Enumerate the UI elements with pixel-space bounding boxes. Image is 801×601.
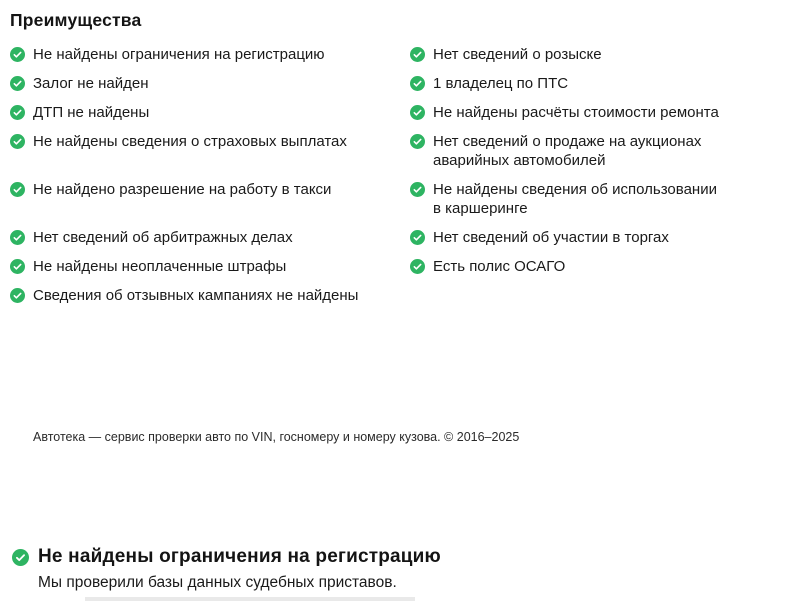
advantage-item (410, 132, 793, 170)
advantage-text: Нет сведений об участии в торгах (433, 229, 669, 246)
advantage-item (410, 257, 793, 276)
advantage-text: Не найдены сведения об использовании в каршеринге (433, 181, 717, 217)
clipped-element-edge (85, 597, 415, 601)
advantage-text: Сведения об отзывных кампаниях не найдены (33, 287, 359, 304)
check-circle-icon (10, 182, 25, 197)
advantage-item (10, 74, 410, 93)
detail-description: Мы проверили базы данных судебных приставов. (38, 574, 397, 591)
advantage-item (10, 257, 410, 276)
check-circle-icon (10, 259, 25, 274)
advantage-item (410, 45, 793, 64)
advantage-text: Нет сведений об арбитражных делах (33, 229, 293, 246)
advantage-text: ДТП не найдены (33, 104, 150, 121)
advantage-item (10, 286, 410, 305)
advantage-item (410, 103, 793, 122)
advantage-text: Не найдены расчёты стоимости ремонта (433, 104, 719, 121)
advantage-text: Не найдены ограничения на регистрацию (33, 46, 325, 63)
check-circle-icon (410, 259, 425, 274)
advantage-text: Залог не найден (33, 75, 149, 92)
advantage-item (10, 180, 410, 218)
check-circle-icon (10, 134, 25, 149)
advantage-text: 1 владелец по ПТС (433, 75, 569, 92)
check-circle-icon (10, 105, 25, 120)
advantage-item (10, 45, 410, 64)
advantage-text: Нет сведений о розыске (433, 46, 602, 63)
detail-section (12, 545, 441, 592)
check-circle-icon (10, 76, 25, 91)
check-circle-icon (410, 76, 425, 91)
check-circle-icon (10, 47, 25, 62)
check-circle-icon (12, 549, 29, 566)
detail-body (38, 545, 441, 592)
advantage-text: Не найдены неоплаченные штрафы (33, 258, 287, 275)
check-circle-icon (10, 230, 25, 245)
check-circle-icon (410, 182, 425, 197)
advantage-item (410, 180, 793, 218)
advantage-text: Не найдено разрешение на работу в такси (33, 181, 332, 198)
advantage-text: Не найдены сведения о страховых выплатах (33, 133, 347, 150)
advantage-item (10, 103, 410, 122)
advantage-item (410, 228, 793, 247)
advantage-item (10, 132, 410, 170)
check-circle-icon (410, 105, 425, 120)
advantage-item (410, 74, 793, 93)
advantage-text: Есть полис ОСАГО (433, 258, 566, 275)
page-title: Преимущества (10, 10, 142, 30)
check-circle-icon (10, 288, 25, 303)
detail-heading: Не найдены ограничения на регистрацию (38, 546, 441, 567)
service-copyright: Автотека — сервис проверки авто по VIN, госномеру и номеру кузова. © 2016–2025 (33, 430, 520, 444)
advantages-grid (10, 45, 801, 305)
advantage-text: Нет сведений о продаже на аукционах аварийных автомобилей (433, 133, 702, 169)
check-circle-icon (410, 47, 425, 62)
check-circle-icon (410, 134, 425, 149)
advantage-item (10, 228, 410, 247)
check-circle-icon (410, 230, 425, 245)
